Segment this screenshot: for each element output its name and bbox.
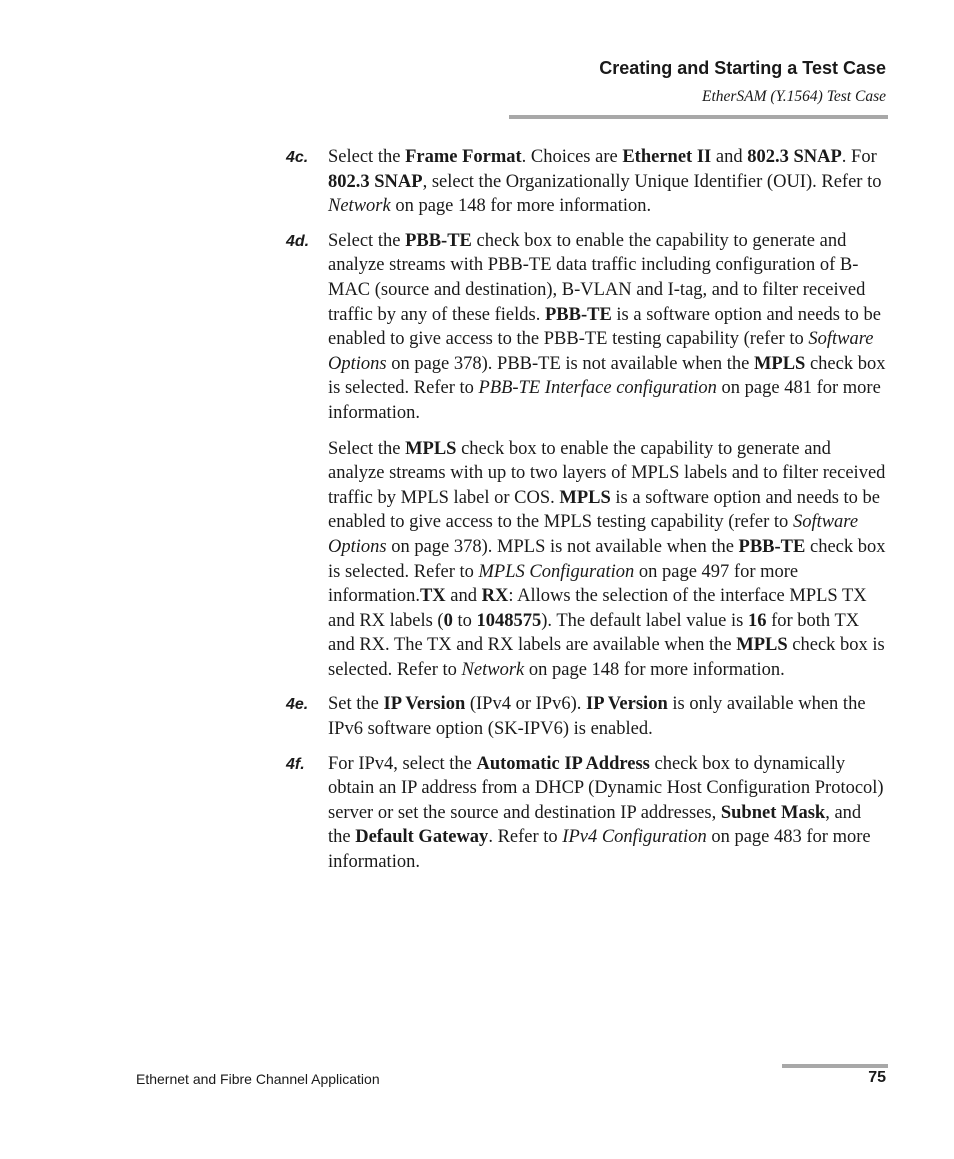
bold-term: Default Gateway xyxy=(355,827,489,848)
text-run: . For xyxy=(841,147,877,167)
text-run: on page 378). PBB-TE is not available when the xyxy=(386,353,754,374)
bold-term: MPLS xyxy=(405,438,457,459)
cross-reference: Software Options xyxy=(328,329,874,374)
text-run: check box is selected. Refer to xyxy=(328,353,886,399)
bold-term: IP Version xyxy=(586,694,668,715)
text-run: for both TX and RX. The TX and RX labels are available when the xyxy=(328,610,860,656)
bold-term: Frame Format xyxy=(405,147,522,167)
text-run: (IPv4 or IPv6). xyxy=(465,694,586,715)
step-label: 4e. xyxy=(286,696,309,714)
procedure-step xyxy=(286,752,886,875)
step-body xyxy=(328,229,886,683)
text-run: Select the xyxy=(328,147,406,167)
cross-reference: Software Options xyxy=(328,512,859,557)
footer-divider xyxy=(782,1064,888,1068)
bold-term: TX xyxy=(419,586,446,607)
step-body xyxy=(328,145,886,219)
text-run: , select the Organizationally Unique Identifier (OUI). Refer to xyxy=(422,171,882,192)
page-header-subtitle: EtherSAM (Y.1564) Test Case xyxy=(701,88,886,105)
bold-term: Subnet Mask xyxy=(720,802,826,823)
step-paragraph xyxy=(328,752,886,875)
step-paragraph xyxy=(328,145,886,219)
procedure-step xyxy=(286,229,886,683)
bold-term: 16 xyxy=(747,610,767,631)
procedure-step xyxy=(286,145,886,219)
text-run: and xyxy=(445,586,482,607)
step-label: 4d. xyxy=(286,232,310,250)
text-run: Set the xyxy=(328,694,384,715)
text-run: is only available when the IPv6 software option (SK-IPV6) is enabled. xyxy=(328,694,866,740)
text-run: : Allows the selection of the interface MPLS TX and RX labels ( xyxy=(328,586,867,631)
bold-term: PBB-TE xyxy=(405,230,472,251)
text-run: on page 481 for more information. xyxy=(328,378,881,423)
cross-reference: Network xyxy=(461,659,525,680)
procedure-steps xyxy=(286,145,886,885)
page-number: 75 xyxy=(868,1069,886,1086)
page-header-title: Creating and Starting a Test Case xyxy=(599,58,886,78)
text-run: . Choices are xyxy=(521,147,623,167)
text-run: on page 497 for more information. xyxy=(328,561,799,607)
text-run: on page 483 for more information. xyxy=(328,827,871,873)
text-run: to xyxy=(452,610,477,631)
cross-reference: MPLS Configuration xyxy=(478,561,635,582)
bold-term: Ethernet II xyxy=(622,147,712,167)
text-run: is a software option and needs to be enabled to give access to the PBB-TE testing capability (refer to xyxy=(328,304,882,350)
bold-term: 1048575 xyxy=(476,610,542,631)
bold-term: PBB-TE xyxy=(738,536,806,557)
step-paragraph xyxy=(328,229,886,426)
bold-term: 0 xyxy=(443,610,453,631)
cross-reference: Network xyxy=(328,196,391,217)
bold-term: 802.3 SNAP xyxy=(747,147,842,167)
step-paragraph xyxy=(328,692,886,741)
text-run: check box to enable the capability to generate and analyze streams with PBB-TE data traffic including configuration of B-MAC (source and destination), B-VLAN and I-tag, and to filter received traffic by any of these fields. xyxy=(328,230,866,325)
bold-term: MPLS xyxy=(753,353,806,374)
bold-term: MPLS xyxy=(736,635,788,656)
text-run: check box to enable the capability to generate and analyze streams with up to two layers of MPLS labels and to filter received traffic by MPLS label or COS. xyxy=(328,438,886,508)
bold-term: PBB-TE xyxy=(544,304,612,325)
header-divider xyxy=(509,115,888,119)
step-paragraph xyxy=(328,437,886,683)
text-run: Select the xyxy=(328,438,406,459)
step-body xyxy=(328,752,886,875)
bold-term: MPLS xyxy=(559,487,611,508)
text-run: . Refer to xyxy=(488,827,563,848)
cross-reference: PBB-TE Interface configuration xyxy=(478,378,717,399)
text-run: on page 148 for more information. xyxy=(524,659,785,680)
text-run: is a software option and needs to be enabled to give access to the MPLS testing capability (refer to xyxy=(328,487,881,533)
text-run: , and the xyxy=(328,802,862,848)
bold-term: RX xyxy=(481,586,509,607)
text-run: check box to dynamically obtain an IP address from a DHCP (Dynamic Host Configuration Protocol) server or set the source and destination IP addresses, xyxy=(328,753,884,823)
step-label: 4f. xyxy=(286,755,305,773)
text-run: ). The default label value is xyxy=(541,610,748,631)
text-run: check box is selected. Refer to xyxy=(328,536,886,582)
footer-document-title: Ethernet and Fibre Channel Application xyxy=(136,1071,380,1087)
text-run: For IPv4, select the xyxy=(328,753,477,774)
bold-term: Automatic IP Address xyxy=(476,753,650,774)
text-run: Select the xyxy=(328,230,406,251)
text-run: and xyxy=(711,147,748,167)
text-run: check box is selected. Refer to xyxy=(328,635,885,680)
step-body xyxy=(328,692,886,741)
cross-reference: IPv4 Configuration xyxy=(562,827,707,848)
bold-term: 802.3 SNAP xyxy=(328,171,423,192)
text-run: on page 378). MPLS is not available when the xyxy=(386,536,739,557)
bold-term: IP Version xyxy=(383,694,466,715)
text-run: on page 148 for more information. xyxy=(390,196,652,217)
procedure-step xyxy=(286,692,886,741)
step-label: 4c. xyxy=(286,149,309,166)
